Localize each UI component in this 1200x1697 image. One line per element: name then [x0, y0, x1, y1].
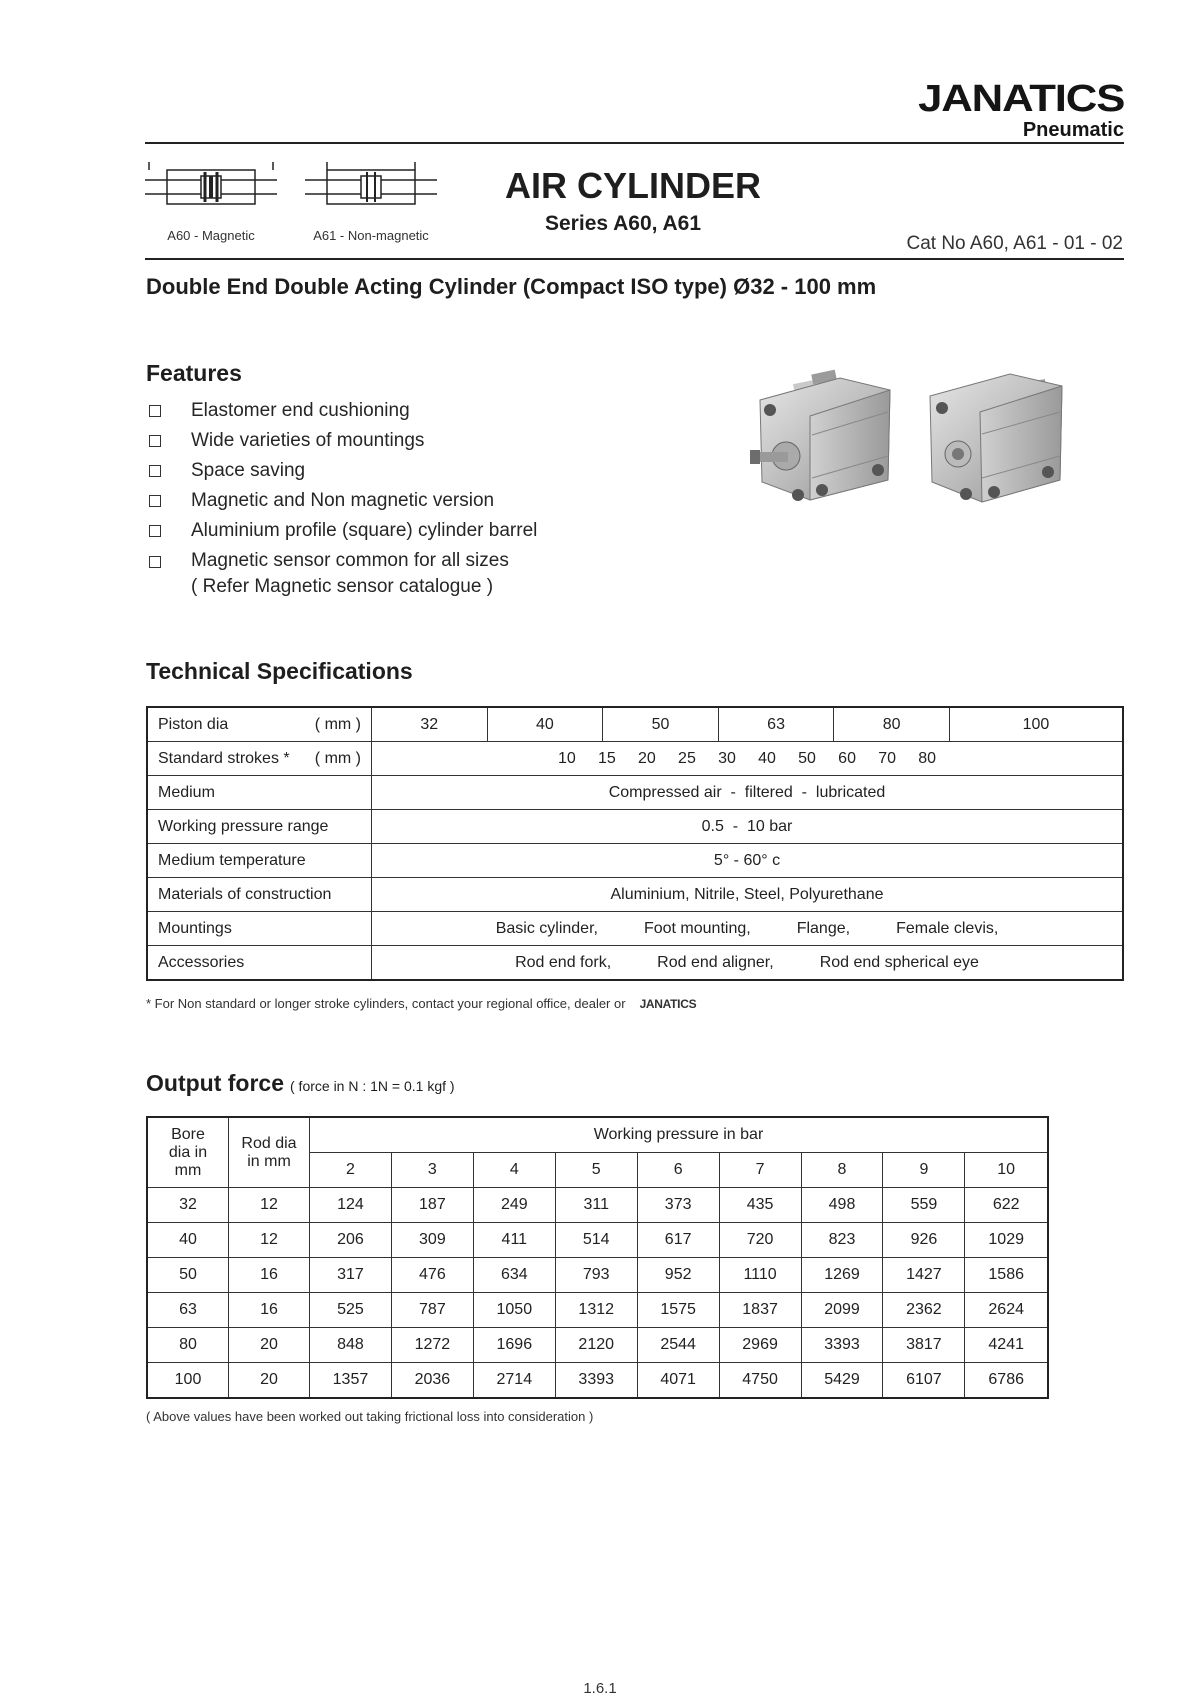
table-row: [147, 946, 1123, 981]
pressure-col: 2: [310, 1153, 392, 1188]
force-cell: 1837: [719, 1293, 801, 1328]
features-list: [146, 396, 706, 604]
force-cell: 559: [883, 1188, 965, 1223]
force-cell: 2120: [555, 1328, 637, 1363]
table-cell: 5° - 60° c: [372, 844, 1124, 878]
product-subtitle: Double End Double Acting Cylinder (Compact ISO type) Ø32 - 100 mm: [146, 274, 877, 299]
force-cell: 2714: [473, 1363, 555, 1399]
row-label: Working pressure range: [147, 810, 372, 844]
bore-cell: 80: [147, 1328, 229, 1363]
force-cell: 411: [473, 1223, 555, 1258]
tech-spec-heading: Technical Specifications: [146, 658, 413, 684]
force-cell: 373: [637, 1188, 719, 1223]
cylinder-symbol-nonmagnetic-icon: [305, 158, 437, 218]
force-cell: 6107: [883, 1363, 965, 1399]
force-cell: 823: [801, 1223, 883, 1258]
rod-header: Rod dia in mm: [229, 1117, 310, 1188]
list-item: Aluminium profile (square) cylinder barrel: [146, 516, 706, 546]
catalog-number: Cat No A60, A61 - 01 - 02: [906, 233, 1123, 254]
force-cell: 1696: [473, 1328, 555, 1363]
force-cell: 2544: [637, 1328, 719, 1363]
row-label: Materials of construction: [147, 878, 372, 912]
output-force-heading: Output force ( force in N : 1N = 0.1 kgf ): [146, 1070, 455, 1096]
page-number: 1.6.1: [583, 1680, 617, 1697]
force-cell: 720: [719, 1223, 801, 1258]
output-force-note: ( force in N : 1N = 0.1 kgf ): [290, 1078, 455, 1094]
table-row: [147, 912, 1123, 946]
force-cell: 309: [391, 1223, 473, 1258]
brand-sub: Pneumatic: [1022, 119, 1124, 141]
table-cell: Aluminium, Nitrile, Steel, Polyurethane: [372, 878, 1124, 912]
bore-header: Bore dia in mm: [147, 1117, 229, 1188]
tech-footnote: * For Non standard or longer stroke cylinders, contact your regional office, dealer or JANATICS: [146, 996, 697, 1011]
table-cell: 63: [718, 707, 834, 742]
cylinder-symbol-magnetic-icon: [145, 158, 277, 218]
table-row: [147, 1328, 1048, 1363]
checkbox-bullet-icon: [149, 405, 161, 417]
force-cell: 4750: [719, 1363, 801, 1399]
force-cell: 634: [473, 1258, 555, 1293]
rod-cell: 12: [229, 1188, 310, 1223]
header-rule: [145, 142, 1124, 144]
table-cell: 0.5 - 10 bar: [372, 810, 1124, 844]
force-cell: 6786: [965, 1363, 1048, 1399]
row-label: Standard strokes * ( mm ): [147, 742, 372, 776]
force-cell: 476: [391, 1258, 473, 1293]
row-label: Mountings: [147, 912, 372, 946]
table-cell: 100: [949, 707, 1123, 742]
force-cell: 5429: [801, 1363, 883, 1399]
force-cell: 124: [310, 1188, 392, 1223]
checkbox-bullet-icon: [149, 435, 161, 447]
output-force-body: [147, 1188, 1048, 1399]
compact-cylinder-image: [750, 360, 1090, 540]
force-cell: 3393: [555, 1363, 637, 1399]
force-cell: 2036: [391, 1363, 473, 1399]
checkbox-bullet-icon: [149, 465, 161, 477]
pressure-col: 8: [801, 1153, 883, 1188]
list-item: Elastomer end cushioning: [146, 396, 706, 426]
symbol-a60: [145, 158, 277, 243]
page-title: AIR CYLINDER: [505, 165, 762, 206]
force-cell: 1110: [719, 1258, 801, 1293]
list-item: Space saving: [146, 456, 706, 486]
table-row: [147, 1363, 1048, 1399]
bore-cell: 100: [147, 1363, 229, 1399]
symbol-a61: [305, 158, 437, 243]
table-row: [147, 742, 1123, 776]
force-cell: 187: [391, 1188, 473, 1223]
rod-cell: 20: [229, 1328, 310, 1363]
force-cell: 622: [965, 1188, 1048, 1223]
bore-cell: 63: [147, 1293, 229, 1328]
series-label: Series A60, A61: [545, 212, 702, 235]
force-cell: 311: [555, 1188, 637, 1223]
force-cell: 4071: [637, 1363, 719, 1399]
row-label: Piston dia ( mm ): [147, 707, 372, 742]
table-cell: 32: [372, 707, 488, 742]
brand-logo: [917, 78, 1124, 141]
force-cell: 2969: [719, 1328, 801, 1363]
force-cell: 1586: [965, 1258, 1048, 1293]
force-cell: 4241: [965, 1328, 1048, 1363]
table-row: [147, 844, 1123, 878]
force-cell: 1357: [310, 1363, 392, 1399]
product-photo: [750, 360, 1090, 545]
pressure-col: 7: [719, 1153, 801, 1188]
table-row: [147, 810, 1123, 844]
table-cell: Compressed air - filtered - lubricated: [372, 776, 1124, 810]
bore-cell: 40: [147, 1223, 229, 1258]
force-cell: 435: [719, 1188, 801, 1223]
accessories-cell: Rod end fork, Rod end aligner, Rod end spherical eye: [372, 946, 1124, 981]
rod-cell: 16: [229, 1293, 310, 1328]
table-row: [147, 1223, 1048, 1258]
force-cell: 793: [555, 1258, 637, 1293]
rod-cell: 16: [229, 1258, 310, 1293]
table-header-row: [147, 1117, 1048, 1153]
force-cell: 206: [310, 1223, 392, 1258]
table-row: [147, 1188, 1048, 1223]
features-heading: Features: [146, 360, 242, 386]
sub-rule: [145, 258, 1124, 260]
force-cell: 1029: [965, 1223, 1048, 1258]
checkbox-bullet-icon: [149, 495, 161, 507]
pressure-header: Working pressure in bar: [310, 1117, 1049, 1153]
force-cell: 525: [310, 1293, 392, 1328]
bore-cell: 50: [147, 1258, 229, 1293]
force-cell: 3393: [801, 1328, 883, 1363]
force-cell: 1272: [391, 1328, 473, 1363]
force-cell: 1575: [637, 1293, 719, 1328]
force-cell: 926: [883, 1223, 965, 1258]
force-cell: 1312: [555, 1293, 637, 1328]
force-cell: 514: [555, 1223, 637, 1258]
table-row: [147, 776, 1123, 810]
force-cell: 3817: [883, 1328, 965, 1363]
output-force-table: [146, 1116, 1049, 1399]
strokes-cell: 10 15 20 25 30 40 50 60 70 80: [372, 742, 1124, 776]
force-cell: 1269: [801, 1258, 883, 1293]
list-item: Magnetic sensor common for all sizes ( Refer Magnetic sensor catalogue ): [146, 546, 706, 604]
rod-cell: 20: [229, 1363, 310, 1399]
table-cell: 80: [834, 707, 950, 742]
row-label: Medium: [147, 776, 372, 810]
mountings-cell: Basic cylinder, Foot mounting, Flange, Female clevis,: [372, 912, 1124, 946]
force-cell: 617: [637, 1223, 719, 1258]
checkbox-bullet-icon: [149, 556, 161, 568]
force-cell: 2624: [965, 1293, 1048, 1328]
table-row: [147, 1293, 1048, 1328]
force-cell: 498: [801, 1188, 883, 1223]
pressure-col: 10: [965, 1153, 1048, 1188]
checkbox-bullet-icon: [149, 525, 161, 537]
rod-cell: 12: [229, 1223, 310, 1258]
tech-spec-table: [146, 706, 1124, 981]
brand-name: JANATICS: [917, 78, 1124, 120]
table-cell: 50: [603, 707, 719, 742]
brand-mini-logo: JANATICS: [639, 997, 697, 1011]
row-label: Medium temperature: [147, 844, 372, 878]
symbol-caption: A61 - Non-magnetic: [313, 228, 429, 243]
symbol-caption: A60 - Magnetic: [167, 228, 255, 243]
force-cell: 787: [391, 1293, 473, 1328]
pressure-col: 4: [473, 1153, 555, 1188]
force-cell: 249: [473, 1188, 555, 1223]
row-label: Accessories: [147, 946, 372, 981]
force-cell: 317: [310, 1258, 392, 1293]
list-item: Wide varieties of mountings: [146, 426, 706, 456]
force-cell: 848: [310, 1328, 392, 1363]
pressure-col: 3: [391, 1153, 473, 1188]
table-row: [147, 1258, 1048, 1293]
table-cell: 40: [487, 707, 603, 742]
force-cell: 2362: [883, 1293, 965, 1328]
force-cell: 2099: [801, 1293, 883, 1328]
pressure-col: 6: [637, 1153, 719, 1188]
table-row: [147, 878, 1123, 912]
table-row: [147, 707, 1123, 742]
output-footnote: ( Above values have been worked out taking frictional loss into consideration ): [146, 1409, 594, 1424]
list-item: Magnetic and Non magnetic version: [146, 486, 706, 516]
force-cell: 1050: [473, 1293, 555, 1328]
force-cell: 1427: [883, 1258, 965, 1293]
force-cell: 952: [637, 1258, 719, 1293]
pressure-col: 9: [883, 1153, 965, 1188]
pressure-col: 5: [555, 1153, 637, 1188]
bore-cell: 32: [147, 1188, 229, 1223]
